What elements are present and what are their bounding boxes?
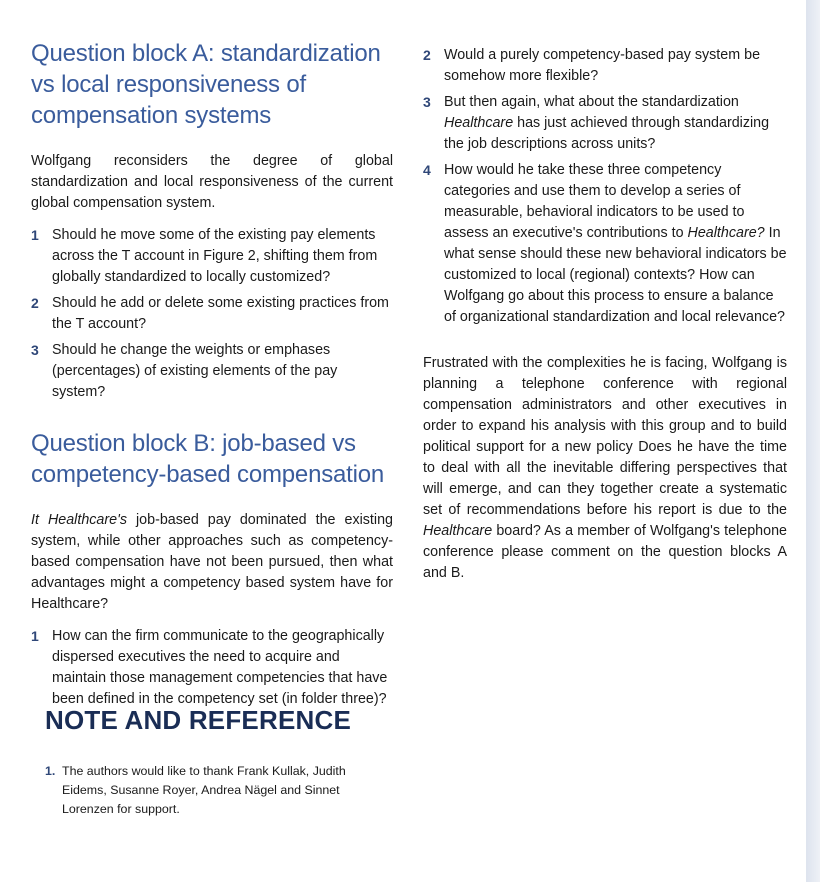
intro-company: Healthcare's bbox=[47, 512, 127, 528]
closing-text: Frustrated with the complexities he is facing, Wolfgang is planning a telephone conference with regional compensation administrators and other executives in order to expand his analysis with this group and to build political support for a new policy Does he have the time to deal with all the inevitable differing perspectives that will emerge, and can they together create a systematic set of recommendations before his report is due to the bbox=[423, 355, 787, 518]
question-text: Should he add or delete some existing practices from the T account? bbox=[52, 295, 389, 332]
question-number: 4 bbox=[423, 162, 431, 178]
question-text: How would he take these three competency categories and use them to develop a series of measurable, behavioral indicators to be used to assess an executive's contributions to bbox=[444, 162, 745, 241]
right-column bbox=[423, 40, 787, 584]
question-text: Would a purely competency-based pay system be somehow more flexible? bbox=[444, 47, 761, 84]
left-column bbox=[31, 38, 393, 710]
question-text: Should he change the weights or emphases (percentages) of existing elements of the pay system? bbox=[52, 342, 338, 400]
block-a-title-line: compensation systems bbox=[31, 102, 272, 129]
block-b-question-1 bbox=[31, 626, 393, 710]
question-number: 2 bbox=[423, 47, 431, 63]
question-text: Should he move some of the existing pay elements across the T account in Figure 2, shifting them from globally standardized to locally customized? bbox=[52, 227, 378, 285]
block-b-question-list-start bbox=[31, 626, 393, 710]
closing-paragraph bbox=[423, 353, 787, 584]
question-number: 1 bbox=[31, 628, 39, 644]
company-name: Healthcare? bbox=[687, 225, 765, 241]
block-b-intro bbox=[31, 510, 393, 615]
question-text: How can the firm communicate to the geographically dispersed executives the need to acquire and maintain those management competencies that have been defined in the competency set (in folder three)? bbox=[52, 628, 388, 707]
intro-prefix: It bbox=[31, 512, 48, 528]
company-name: Healthcare bbox=[444, 115, 514, 131]
block-a-title-line: Question block A: standardization bbox=[31, 40, 381, 67]
block-b-question-3 bbox=[423, 92, 787, 155]
block-b-question-4 bbox=[423, 160, 787, 328]
block-a-title bbox=[31, 38, 393, 131]
note-number: 1. bbox=[45, 764, 56, 778]
question-text: In what sense should these new behavioral indicators be customized to local (regional) contexts? How can Wolfgang go about this process to ensure a balance of organizational standardization and local relevance? bbox=[444, 225, 787, 325]
block-a-title-line: vs local responsiveness of bbox=[31, 71, 306, 98]
intro-rest: job-based pay dominated the existing system, while other approaches such as competency-based compensation have not been pursued, then what advantages might a competency based system have for Healthcare? bbox=[31, 512, 393, 612]
question-text: has just achieved through standardizing the job descriptions across units? bbox=[444, 115, 770, 152]
block-b-question-list-cont bbox=[423, 45, 787, 328]
block-a-question-list bbox=[31, 225, 393, 403]
question-number: 1 bbox=[31, 227, 39, 243]
closing-text: board? As a member of Wolfgang's telephone conference please comment on the question blocks A and B. bbox=[423, 523, 787, 581]
question-number: 3 bbox=[423, 94, 431, 110]
note-text: The authors would like to thank Frank Kullak, Judith Eidems, Susanne Royer, Andrea Nägel and Sinnet Lorenzen for support. bbox=[62, 764, 346, 816]
block-b-title bbox=[31, 428, 393, 490]
page-edge-shadow bbox=[806, 0, 820, 882]
block-a-intro: Wolfgang reconsiders the degree of global standardization and local responsiveness of the current global compensation system. bbox=[31, 153, 393, 211]
company-name: Healthcare bbox=[423, 523, 493, 539]
block-a-question-1 bbox=[31, 225, 393, 288]
question-number: 2 bbox=[31, 295, 39, 311]
block-b-title-line: competency-based compensation bbox=[31, 461, 385, 488]
notes-heading: NOTE AND REFERENCE bbox=[45, 705, 351, 735]
block-b-title-line: Question block B: job-based vs bbox=[31, 430, 356, 457]
block-b-question-2 bbox=[423, 45, 787, 87]
note-item-1 bbox=[45, 762, 375, 819]
question-text: But then again, what about the standardization bbox=[444, 94, 739, 110]
question-number: 3 bbox=[31, 342, 39, 358]
block-a-question-3 bbox=[31, 340, 393, 403]
block-a-question-2 bbox=[31, 293, 393, 335]
